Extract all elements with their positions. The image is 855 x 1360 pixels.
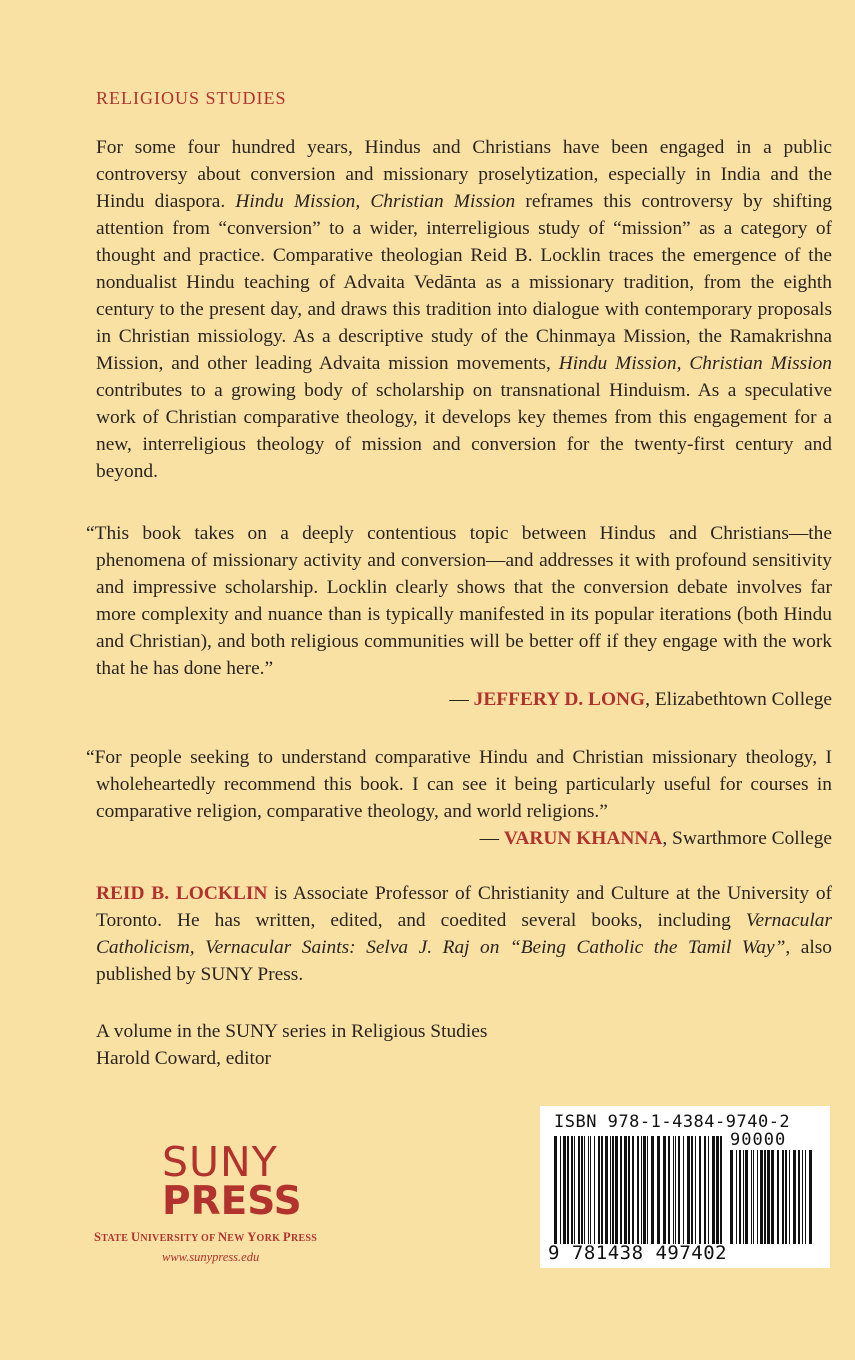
barcode-bar	[588, 1136, 589, 1244]
barcode-bar	[675, 1136, 676, 1244]
barcode-bar	[641, 1136, 642, 1244]
barcode-bar	[610, 1136, 611, 1244]
endorsement-quote-2: “For people seeking to understand comparative Hindu and Christian missionary theology, I wholeheartedly recommend this book. I can see it being particularly useful for courses in comparative religion, comparative theology, and world religions.”	[86, 747, 832, 822]
barcode-bar	[683, 1136, 684, 1244]
barcode-bar	[673, 1136, 674, 1244]
book-title-italic: Hindu Mission, Christian Mission	[558, 353, 832, 374]
isbn-barcode	[540, 1106, 830, 1268]
isbn-label: ISBN 978-1-4384-9740-2	[554, 1112, 791, 1132]
barcode-bar	[802, 1150, 803, 1244]
barcode-bar	[581, 1136, 583, 1244]
barcode-bar	[598, 1136, 600, 1244]
barcode-bar	[578, 1136, 580, 1244]
barcode-bar	[751, 1150, 752, 1244]
barcode-bar	[615, 1136, 618, 1244]
barcode-bar	[612, 1136, 614, 1244]
barcode-bar	[704, 1136, 706, 1244]
barcode-bar	[567, 1136, 569, 1244]
barcode-bar	[809, 1150, 812, 1244]
logo-suny-text: SUNY	[162, 1138, 278, 1186]
barcode-bar	[620, 1136, 622, 1244]
endorser-name: JEFFERY D. LONG	[473, 689, 646, 710]
barcode-bars	[554, 1136, 722, 1244]
barcode-bar	[590, 1136, 591, 1244]
barcode-bar	[632, 1136, 634, 1244]
barcode-bar	[805, 1150, 806, 1244]
barcode-bar	[798, 1150, 800, 1244]
barcode-bar	[739, 1150, 741, 1244]
barcode-bar	[753, 1150, 754, 1244]
endorser-name: VARUN KHANNA	[503, 828, 663, 849]
barcode-bar	[687, 1136, 690, 1244]
barcode-bar	[760, 1150, 763, 1244]
barcode-bar	[782, 1150, 784, 1244]
endorsement-attribution-2: — VARUN KHANNA, Swarthmore College	[479, 828, 832, 849]
barcode-bar	[699, 1136, 701, 1244]
book-title-italic: Hindu Mission, Christian Mission	[235, 191, 516, 212]
barcode-bar	[730, 1150, 733, 1244]
barcode-bar	[771, 1150, 774, 1244]
endorsement-attribution-1: — JEFFERY D. LONG, Elizabethtown College	[449, 689, 832, 710]
barcode-bar	[743, 1150, 744, 1244]
barcode-bar	[716, 1136, 719, 1244]
barcode-bar	[624, 1136, 627, 1244]
barcode-bar	[647, 1136, 648, 1244]
endorsement-quote-1: “This book takes on a deeply contentious topic between Hindus and Christians—the phenomena of missionary activity and conversion—and addresses it with profound sensitivity and impressive scholarship. Locklin clearly shows that the conversion debate involves far more complexity and nuance than is typically manifested in its popular iterations (both Hindu and Christian), and both religious communities will be better off if they engage with the work that he has done here.”	[86, 523, 832, 679]
author-bio: REID B. LOCKLIN is Associate Professor of Christianity and Culture at the University of Toronto. He has written, edited, and coedited several books, including Vernacular Catholicism, Vernacular Saints: Selva J. Raj on “Being Catholic the Tamil Way”, also published by SUNY Press.	[96, 883, 832, 985]
barcode-bar	[563, 1136, 566, 1244]
barcode-bar	[745, 1150, 748, 1244]
barcode-bar	[554, 1136, 557, 1244]
author-name: REID B. LOCKLIN	[96, 883, 268, 904]
publisher-name: STATE UNIVERSITY OF NEW YORK PRESS	[94, 1230, 318, 1244]
book-title-italic: Vernacular Catholicism, Vernacular Saints: Selva J. Raj on “Being Catholic the Tamil Way”	[96, 910, 832, 958]
barcode-bar	[757, 1150, 758, 1244]
barcode-bar	[691, 1136, 693, 1244]
addon-barcode-bars	[730, 1150, 812, 1244]
barcode-bar	[764, 1150, 766, 1244]
barcode-bar	[678, 1136, 680, 1244]
barcode-bar	[767, 1150, 770, 1244]
price-code: 90000	[730, 1130, 787, 1150]
barcode-bar	[571, 1136, 573, 1244]
series-note: A volume in the SUNY series in Religious Studies Harold Coward, editor	[96, 1021, 488, 1069]
barcode-bar	[594, 1136, 595, 1244]
publisher-url: www.sunypress.edu	[162, 1250, 260, 1264]
barcode-bar	[605, 1136, 608, 1244]
barcode-bar	[736, 1150, 737, 1244]
barcode-bar	[720, 1136, 722, 1244]
book-description: For some four hundred years, Hindus and Christians have been engaged in a public controversy about conversion and missionary proselytization, especially in India and the Hindu diaspora. Hindu Mission, Christian Mission reframes this controversy by shifting attention from “conversion” to a wider, interreligious study of “mission” as a category of thought and practice. Comparative theologian Reid B. Locklin traces the emergence of the nondualist Hindu teaching of Advaita Vedānta as a missionary tradition, from the eighth century to the present day, and draws this tradition into dialogue with contemporary proposals in Christian missiology. As a descriptive study of the Chinmaya Mission, the Ramakrishna Mission, and other leading Advaita mission movements, Hindu Mission, Christian Mission contributes to a growing body of scholarship on transnational Hinduism. As a speculative work of Christian comparative theology, it develops key themes from this engagement for a new, interreligious theology of mission and conversion for the twenty-first century and beyond.	[96, 137, 832, 482]
barcode-bar	[628, 1136, 630, 1244]
barcode-bar	[777, 1150, 779, 1244]
barcode-bar	[584, 1136, 585, 1244]
barcode-bar	[560, 1136, 561, 1244]
barcode-bar	[637, 1136, 639, 1244]
barcode-bar	[789, 1150, 790, 1244]
barcode-bar	[601, 1136, 603, 1244]
barcode-bar	[793, 1150, 796, 1244]
barcode-bar	[695, 1136, 696, 1244]
barcode-bar	[657, 1136, 660, 1244]
barcode-bar	[668, 1136, 670, 1244]
barcode-bar	[708, 1136, 709, 1244]
category-label: RELIGIOUS STUDIES	[96, 88, 287, 108]
barcode-bar	[785, 1150, 787, 1244]
barcode-bar	[663, 1136, 666, 1244]
barcode-digits: 9 781438 497402	[548, 1242, 728, 1264]
barcode-bar	[574, 1136, 575, 1244]
barcode-bar	[712, 1136, 715, 1244]
barcode-bar	[643, 1136, 646, 1244]
logo-press-text: PRESS	[162, 1179, 302, 1224]
barcode-bar	[651, 1136, 654, 1244]
